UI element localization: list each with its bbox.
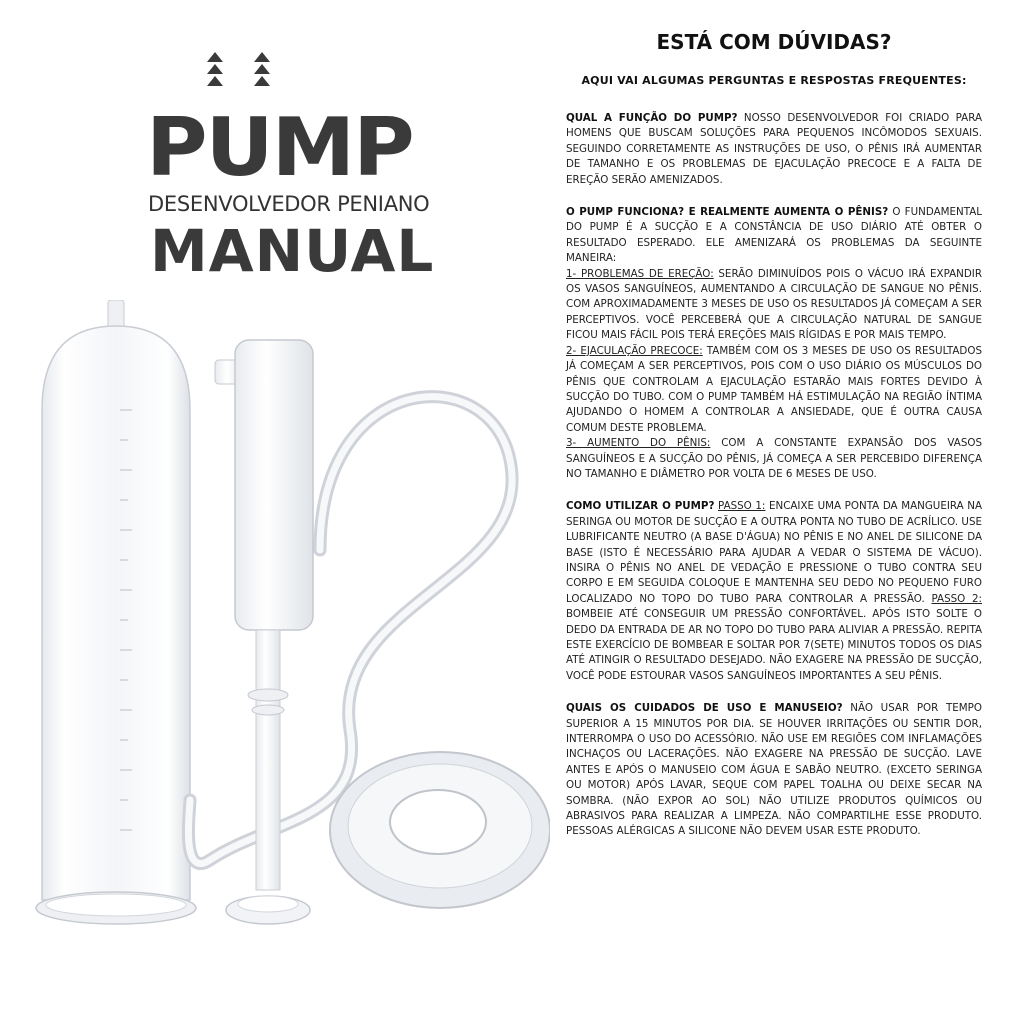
faq-item-works xyxy=(566,205,982,482)
syringe-pump xyxy=(215,340,313,924)
logo-manual-title: MANUAL xyxy=(150,217,435,285)
faq-subitem xyxy=(566,344,982,436)
faq-item-function xyxy=(566,111,982,188)
faq-title: ESTÁ COM DÚVIDAS? xyxy=(656,30,892,54)
faq-subitem-text: TAMBÉM COM OS 3 MESES DE USO OS RESULTADOS JÁ COMEÇAM A SER PERCEPTIVOS, POIS COM O USO DIÁRIO OS MÚSCULOS DO PÊNIS QUE CONTROLAM A EJACULAÇÃO ESTARÃO MAIS FORTES DEVIDO À SUCÇÃO DO TUBO. COM O PUMP TAMBÉM HÁ ESTIMULAÇÃO NA REGIÃO ÍNTIMA AJUDANDO O HOMEM A CONTROLAR A ANSIEDADE, QUE É OUTRA CAUSA COMUM DESTE PROBLEMA. xyxy=(566,344,983,434)
faq-answer: O FUNDAMENTAL DO PUMP É A SUCÇÃO E A CONSTÂNCIA DE USO DIÁRIO ATÉ OBTER O RESULTADO ESPERADO. ELE AMENIZARÁ OS PROBLEMAS DA SEGUINTE MANEIRA: xyxy=(566,206,982,265)
faq-question: O PUMP FUNCIONA? E REALMENTE AUMENTA O PÊNIS? xyxy=(566,206,889,219)
faq-step-text: BOMBEIE ATÉ CONSEGUIR UM PRESSÃO CONFORTÁVEL. APÓS ISTO SOLTE O DEDO DA ENTRADA DE AR NO TOPO DO TUBO PARA ALIVIAR A PRESSÃO. REPITA ESTE EXERCÍCIO DE BOMBEAR E SOLTAR POR 7(SETE) MINUTOS TODOS OS DIAS ATÉ ATINGIR O RESULTADO DESEJADO. NÃO EXAGERE NA PRESSÃO DE SUCÇÃO, VOCÊ PODE ESTOURAR VASOS SANGUÍNEOS IMPORTANTES A SEU PÊNIS. xyxy=(566,608,982,682)
logo-wordmark: PUMP xyxy=(146,101,413,194)
brand-logo xyxy=(140,52,435,285)
faq-subitem xyxy=(566,436,982,482)
faq-subitem-text: COM A CONSTANTE EXPANSÃO DOS VASOS SANGUÍNEOS E A SUCÇÃO DO PÊNIS, JÁ COMEÇA A SER PERCEBIDO DIFERENÇA NO TAMANHO E DIÂMETRO POR VOLTA DE 6 MESES DE USO. xyxy=(566,437,983,480)
faq-item-usage xyxy=(566,499,982,684)
faq-question: QUAIS OS CUIDADOS DE USO E MANUSEIO? xyxy=(566,702,843,715)
faq-subitem-label: 2- EJACULAÇÃO PRECOCE: xyxy=(566,344,703,357)
faq-question: QUAL A FUNÇÃO DO PUMP? xyxy=(566,112,738,124)
logo-subtitle: DESENVOLVEDOR PENIANO xyxy=(148,192,430,216)
faq-question: COMO UTILIZAR O PUMP? xyxy=(566,500,715,513)
faq-subitem-label: 3- AUMENTO DO PÊNIS: xyxy=(566,437,711,450)
faq-step-label: PASSO 2: xyxy=(931,592,982,605)
faq-step-label: PASSO 1: xyxy=(718,500,766,513)
faq-item-care xyxy=(566,701,982,840)
faq-step-text: ENCAIXE UMA PONTA DA MANGUEIRA NA SERINGA OU MOTOR DE SUCÇÃO E A OUTRA PONTA NO TUBO DE ACRÍLICO. USE LUBRIFICANTE NEUTRO (A BASE D'ÁGUA) NO PÊNIS E NO ANEL DE SILICONE DA BASE (ISTO É NECESSÁRIO PARA AJUDAR A VEDAR O SISTEMA DE VÁCUO). INSIRA O PÊNIS NO ANEL DE VEDAÇÃO E PRESSIONE O TUBO CONTRA SEU CORPO E EM SEGUIDA COLOQUE E MANTENHA SEU DEDO NO PEQUENO FURO LOCALIZADO NO TOPO DO TUBO PARA CONTROLAR A PRESSÃO. xyxy=(566,500,982,605)
faq-subitem-text: SERÃO DIMINUÍDOS POIS O VÁCUO IRÁ EXPANDIR OS VASOS SANGUÍNEOS, AUMENTANDO A CIRCULAÇÃO DE SANGUE NO PÊNIS. COM APROXIMADAMENTE 3 MESES DE USO OS RESULTADOS JÁ COMEÇAM A SER PERCEPTIVOS. VOCÊ PERCEBERÁ QUE A CIRCULAÇÃO NATURAL DE SANGUE FICOU MAIS FÁCIL POIS TERÁ EREÇÕES MAIS RÍGIDAS E POR MAIS TEMPO. xyxy=(566,267,982,342)
product-illustration xyxy=(20,300,550,1000)
faq-subitem-label: 1- PROBLEMAS DE EREÇÃO: xyxy=(566,267,714,280)
faq-intro: AQUI VAI ALGUMAS PERGUNTAS E RESPOSTAS FREQUENTES: xyxy=(581,74,967,87)
faq-answer: NÃO USAR POR TEMPO SUPERIOR A 15 MINUTOS POR DIA. SE HOUVER IRRITAÇÕES OU SENTIR DOR, INTERROMPA O USO DO ACESSÓRIO. NÃO USE EM REGIÕES COM INFLAMAÇÕES INCHAÇOS OU LACERAÇÕES. NÃO EXAGERE NA PRESSÃO DE SUCÇÃO. LAVE ANTES E APÓS O MANUSEIO COM ÁGUA E SABÃO NEUTRO. (EXCETO SERINGA OU MOTOR) APÓS LAVAR, SEQUE COM PAPEL TOALHA OU DEIXE SECAR NA SOMBRA. (NÃO EXPOR AO SOL) NÃO UTILIZE PRODUTOS QUÍMICOS OU ABRASIVOS PARA REALIZAR A LIMPEZA. NÃO COMPARTILHE ESSE PRODUTO. PESSOAS ALÉRGICAS A SILICONE NÃO DEVEM USAR ESTE PRODUTO. xyxy=(566,702,982,838)
silicone-ring xyxy=(330,752,550,908)
acrylic-tube xyxy=(36,300,196,924)
faq-answer: NOSSO DESENVOLVEDOR FOI CRIADO PARA HOMENS QUE BUSCAM SOLUÇÕES PARA PEQUENOS INCÔMODOS SEXUAIS. SEGUINDO CORRETAMENTE AS INSTRUÇÕES DE USO, O PÊNIS IRÁ AUMENTAR DE TAMANHO E OS PROBLEMAS DE EJACULAÇÃO PRECOCE E A FALTA DE EREÇÃO SERÃO AMENIZADOS. xyxy=(566,112,982,186)
faq-section xyxy=(566,30,982,857)
faq-subitem xyxy=(566,267,982,344)
